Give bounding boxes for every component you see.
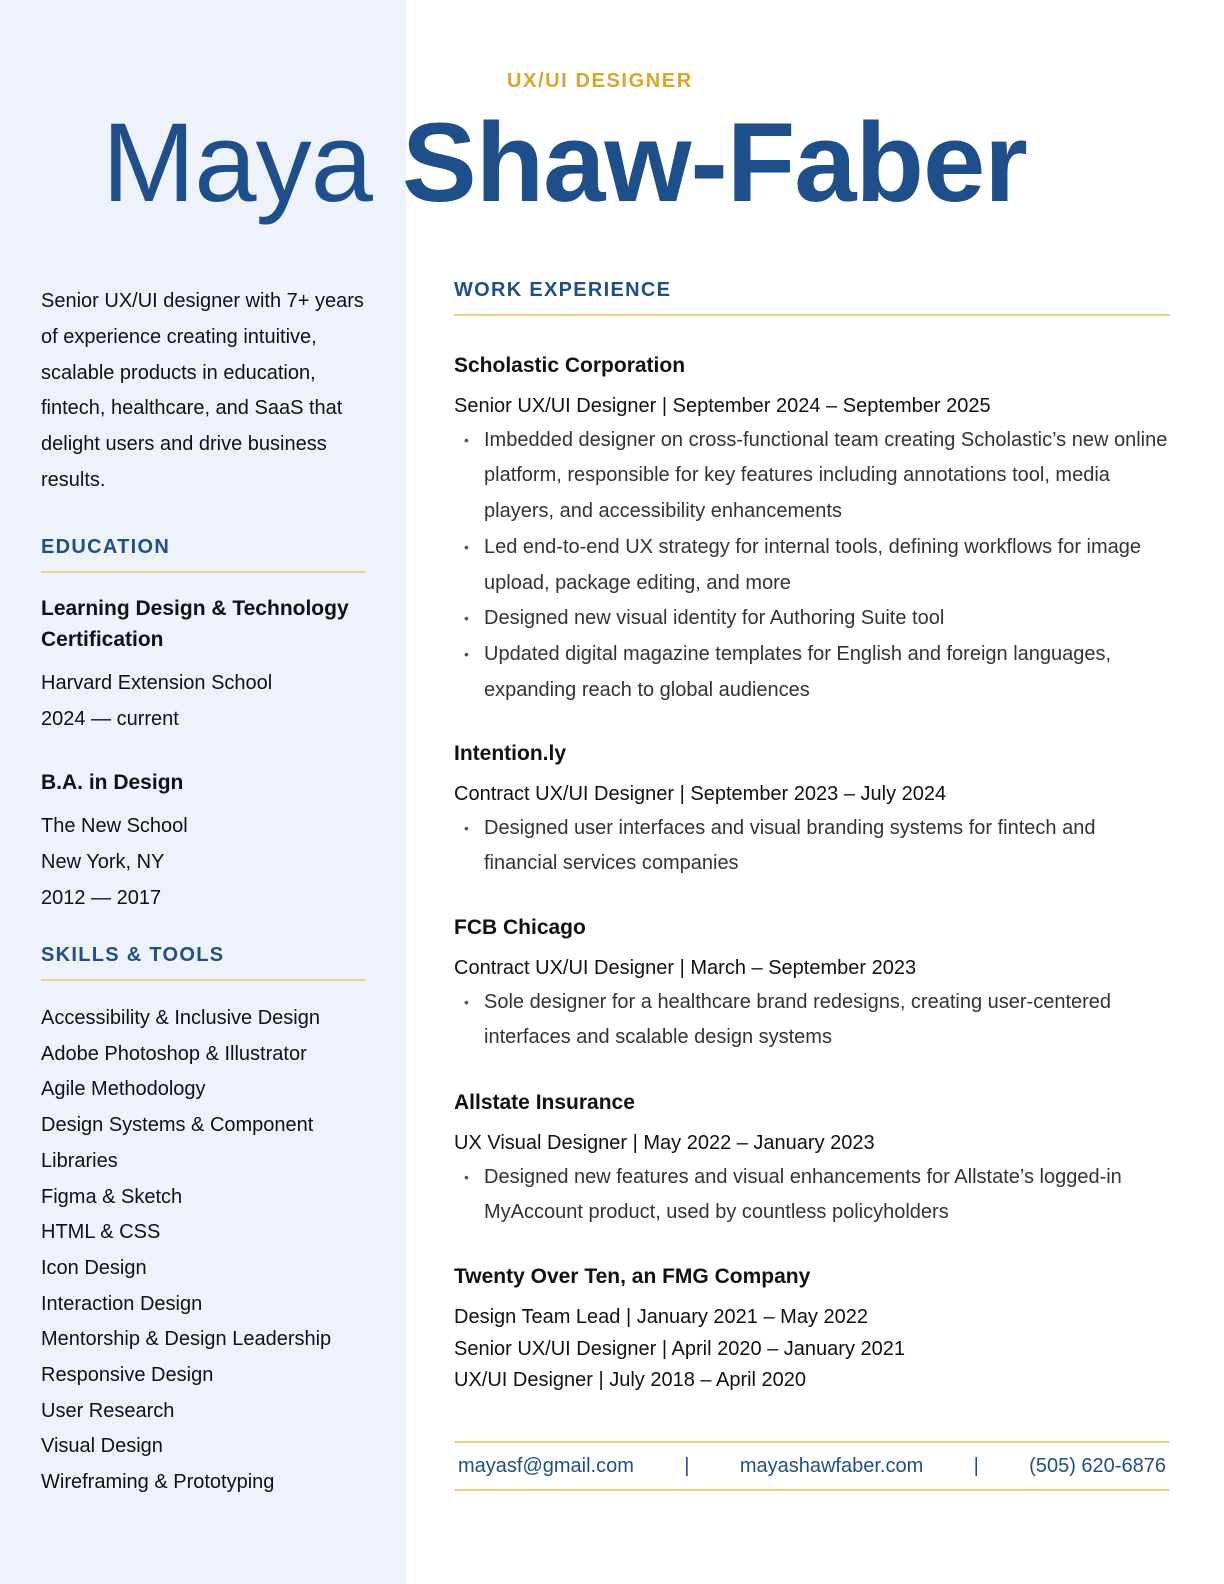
skill-item: Wireframing & Prototyping: [41, 1471, 275, 1494]
job-entry: [454, 352, 1170, 709]
email-link[interactable]: mayasf@gmail.com: [458, 1454, 634, 1477]
company-name: Scholastic Corporation: [454, 354, 686, 377]
job-entry: [454, 914, 1170, 1056]
job-entry: [454, 740, 1170, 882]
job-position: Senior UX/UI Designer | April 2020 – January 2021: [454, 1337, 906, 1360]
company-name: Twenty Over Ten, an FMG Company: [454, 1265, 811, 1288]
company-name: Intention.ly: [454, 742, 566, 765]
job-position: Contract UX/UI Designer | September 2023 – July 2024: [454, 783, 947, 805]
full-name: [102, 98, 1027, 228]
degree-title: B.A. in Design: [41, 771, 184, 794]
skill-item: Responsive Design: [41, 1364, 214, 1387]
job-bullets: [454, 1160, 1170, 1232]
job-bullet: • Sole designer for a healthcare brand redesigns, creating user-centered interfaces and scalable design systems: [454, 985, 1170, 1057]
job-bullets: [454, 811, 1170, 883]
school-name: The New School: [41, 815, 188, 837]
job-bullet: • Imbedded designer on cross-functional team creating Scholastic’s new online platform, responsible for key features including annotations tool, media players, and accessibility enhancements: [454, 423, 1170, 530]
school-name: Harvard Extension School: [41, 672, 273, 694]
school-location: New York, NY: [41, 850, 165, 873]
skill-item: Mentorship & Design Leadership: [41, 1328, 332, 1351]
job-bullets: [454, 985, 1170, 1057]
education-heading: EDUCATION: [41, 536, 366, 573]
website-link[interactable]: mayashawfaber.com: [739, 1454, 924, 1477]
job-bullets: [454, 423, 1170, 709]
skills-section: [41, 944, 366, 981]
skills-list: [41, 1001, 381, 1501]
contact-bar: [454, 1441, 1170, 1491]
degree-title: Learning Design & Technology Certification: [41, 597, 349, 651]
job-bullet: • Designed user interfaces and visual branding systems for fintech and financial services companies: [454, 811, 1170, 883]
education-section: [41, 536, 366, 573]
company-name: Allstate Insurance: [454, 1091, 635, 1114]
skills-heading: SKILLS & TOOLS: [41, 944, 366, 981]
skill-item: Visual Design: [41, 1435, 163, 1458]
job-entry: [454, 1089, 1170, 1231]
education-dates: 2024 — current: [41, 707, 179, 730]
job-bullet: • Led end-to-end UX strategy for internal tools, defining workflows for image upload, package editing, and more: [454, 530, 1170, 602]
skill-item: Agile Methodology: [41, 1078, 206, 1101]
skill-item: Design Systems & Component Libraries: [41, 1114, 314, 1172]
last-name: Shaw-Faber: [402, 100, 1027, 225]
company-name: FCB Chicago: [454, 916, 586, 939]
job-entry: [454, 1263, 1170, 1397]
job-position: Senior UX/UI Designer | September 2024 – September 2025: [454, 395, 991, 417]
education-dates: 2012 — 2017: [41, 886, 162, 909]
job-position: UX/UI Designer | July 2018 – April 2020: [454, 1369, 807, 1391]
first-name: Maya: [102, 100, 372, 225]
contact-separator: |: [973, 1454, 979, 1477]
skill-item: Icon Design: [41, 1256, 147, 1279]
job-bullet: • Designed new visual identity for Authoring Suite tool: [454, 601, 1170, 637]
work-experience-section: [454, 279, 1170, 316]
skill-item: User Research: [41, 1399, 175, 1422]
skill-item: Figma & Sketch: [41, 1185, 183, 1208]
phone-link[interactable]: (505) 620-6876: [1029, 1454, 1166, 1477]
job-position: Contract UX/UI Designer | March – September 2023: [454, 957, 917, 979]
skill-item: Accessibility & Inclusive Design: [41, 1007, 320, 1029]
skill-item: Adobe Photoshop & Illustrator: [41, 1042, 307, 1065]
contact-separator: |: [684, 1454, 690, 1477]
job-position: UX Visual Designer | May 2022 – January 2023: [454, 1132, 875, 1154]
education-item: [41, 593, 366, 738]
education-item: [41, 767, 366, 916]
skill-item: Interaction Design: [41, 1292, 203, 1315]
summary-block: [41, 284, 371, 499]
skill-item: HTML & CSS: [41, 1221, 161, 1244]
work-experience-heading: WORK EXPERIENCE: [454, 279, 1170, 316]
job-bullet: • Designed new features and visual enhancements for Allstate’s logged-in MyAccount product, used by countless policyholders: [454, 1160, 1170, 1232]
job-bullet: • Updated digital magazine templates for English and foreign languages, expanding reach to global audiences: [454, 637, 1170, 709]
summary-text: Senior UX/UI designer with 7+ years of experience creating intuitive, scalable products in education, fintech, healthcare, and SaaS that delight users and drive business results.: [41, 290, 364, 491]
job-position: Design Team Lead | January 2021 – May 2022: [454, 1306, 868, 1328]
role-title: UX/UI DESIGNER: [507, 70, 693, 92]
